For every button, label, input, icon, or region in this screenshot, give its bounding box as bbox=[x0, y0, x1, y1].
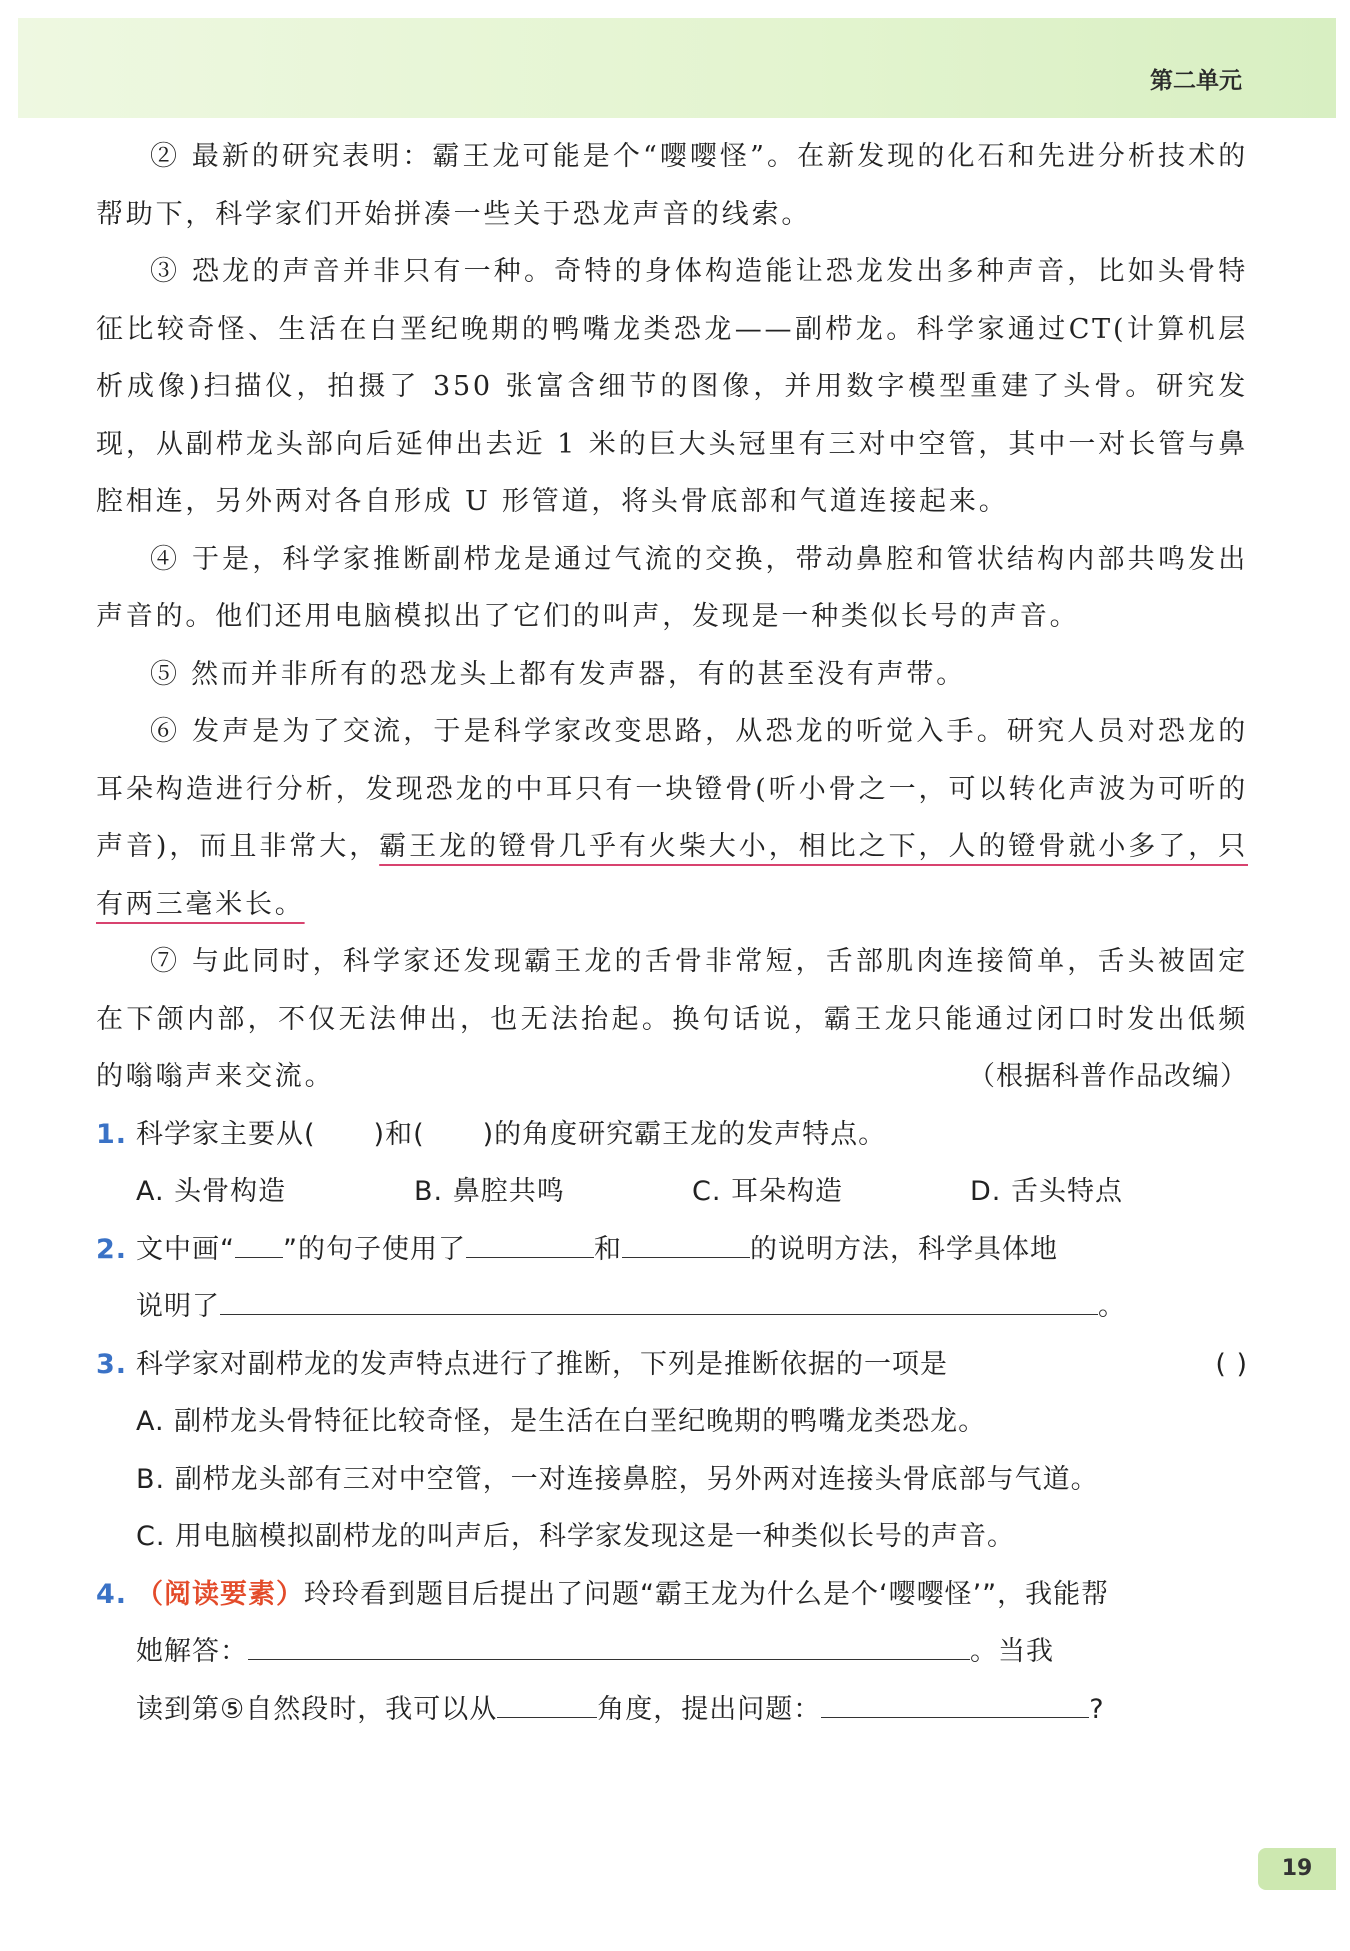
paragraph-5: ⑤ 然而并非所有的恐龙头上都有发声器，有的甚至没有声带。 bbox=[150, 658, 966, 690]
header-band bbox=[18, 18, 1336, 118]
underline-sample bbox=[235, 1231, 283, 1258]
question-1-options bbox=[96, 1163, 1248, 1221]
option-b[interactable]: B. 鼻腔共鸣 bbox=[414, 1176, 565, 1207]
question-3-option-c[interactable]: C. 用电脑模拟副栉龙的叫声后，科学家发现这是一种类似长号的声音。 bbox=[136, 1521, 1016, 1552]
option-d[interactable]: D. 舌头特点 bbox=[970, 1176, 1123, 1207]
question-1-number: 1. bbox=[96, 1118, 128, 1150]
underlined-sentence: 霸王龙的镫骨几乎有火柴大小，相比之下，人的镫骨就小多了，只有两三毫米长。 bbox=[96, 831, 1248, 920]
answer-paren-3[interactable]: ( ) bbox=[1215, 1348, 1248, 1380]
question-4-text-d: 读到第⑤自然段时，我可以从 bbox=[136, 1693, 498, 1725]
question-4-text-f: ? bbox=[1089, 1693, 1105, 1725]
question-2 bbox=[96, 1221, 1248, 1279]
question-4-text-e: 角度，提出问题： bbox=[597, 1693, 822, 1725]
answer-blank-1[interactable] bbox=[466, 1231, 594, 1258]
question-4-text-c: 。当我 bbox=[970, 1636, 1054, 1667]
question-4 bbox=[96, 1566, 1248, 1624]
question-3-option-a[interactable]: A. 副栉龙头骨特征比较奇怪，是生活在白垩纪晚期的鸭嘴龙类恐龙。 bbox=[136, 1406, 987, 1437]
question-4-number: 4. bbox=[96, 1578, 128, 1610]
page-content bbox=[96, 128, 1248, 1738]
question-1-text-c: )的角度研究霸王龙的发声特点。 bbox=[482, 1118, 887, 1150]
question-4-line-3 bbox=[96, 1681, 1248, 1739]
question-2-text-b: ”的句子使用了 bbox=[283, 1233, 466, 1265]
question-4-text-a: 玲玲看到题目后提出了问题“霸王龙为什么是个‘嘤嘤怪’”，我能帮 bbox=[304, 1578, 1110, 1610]
paragraph-6 bbox=[96, 703, 1248, 933]
reading-element-tag: （阅读要素） bbox=[136, 1578, 304, 1610]
question-2-text-c: 和 bbox=[594, 1233, 622, 1265]
unit-label: 第二单元 bbox=[1150, 68, 1242, 94]
paragraph-3: ③ 恐龙的声音并非只有一种。奇特的身体构造能让恐龙发出多种声音，比如头骨特征比较奇怪、生活在白垩纪晚期的鸭嘴龙类恐龙——副栉龙。科学家通过CT(计算机层析成像)扫描仪，拍摄了 350 张富含细节的图像，并用数字模型重建了头骨。研究发现，从副栉龙头部向后延伸出去近 1 米的巨大头冠里有三对中空管，其中一对长管与鼻腔相连，另外两对各自形成 U 形管道，将头骨底部和气道连接起来。 bbox=[96, 256, 1248, 517]
questions-section bbox=[96, 1106, 1248, 1739]
answer-blank-6[interactable] bbox=[821, 1691, 1089, 1718]
paragraph-2: ② 最新的研究表明：霸王龙可能是个“嘤嘤怪”。在新发现的化石和先进分析技术的帮助下，科学家们开始拼凑一些关于恐龙声音的线索。 bbox=[96, 141, 1248, 230]
page-number: 19 bbox=[1258, 1848, 1336, 1890]
paragraph-7 bbox=[96, 933, 1248, 1106]
source-note: （根据科普作品改编） bbox=[968, 1061, 1248, 1092]
question-2-text-e: 说明了 bbox=[136, 1291, 220, 1322]
question-3 bbox=[96, 1336, 1248, 1394]
question-2-number: 2. bbox=[96, 1233, 128, 1265]
paragraph-4: ④ 于是，科学家推断副栉龙是通过气流的交换，带动鼻腔和管状结构内部共鸣发出声音的。他们还用电脑模拟出了它们的叫声，发现是一种类似长号的声音。 bbox=[96, 543, 1248, 632]
question-3-text: 科学家对副栉龙的发声特点进行了推断，下列是推断依据的一项是 bbox=[136, 1348, 948, 1380]
question-2-text-d: 的说明方法，科学具体地 bbox=[750, 1233, 1058, 1265]
question-2-line-2 bbox=[96, 1278, 1248, 1336]
answer-blank-4[interactable] bbox=[248, 1633, 970, 1660]
question-1-text-b: )和( bbox=[373, 1118, 425, 1150]
question-4-line-2 bbox=[96, 1623, 1248, 1681]
question-2-text-a: 文中画“ bbox=[136, 1233, 235, 1265]
option-a[interactable]: A. 头骨构造 bbox=[136, 1176, 287, 1207]
question-3-option-b[interactable]: B. 副栉龙头部有三对中空管，一对连接鼻腔，另外两对连接头骨底部与气道。 bbox=[136, 1463, 1099, 1495]
paragraph-7-text: ⑦ 与此同时，科学家还发现霸王龙的舌骨非常短，舌部肌肉连接简单，舌头被固定在下颌内部，不仅无法伸出，也无法抬起。换句话说，霸王龙只能通过闭口时发出低频的嗡嗡声来交流。 bbox=[96, 946, 1248, 1092]
answer-blank-2[interactable] bbox=[622, 1231, 750, 1258]
question-1-text-a: 科学家主要从( bbox=[136, 1118, 316, 1150]
option-c[interactable]: C. 耳朵构造 bbox=[692, 1176, 844, 1207]
question-2-text-f: 。 bbox=[1098, 1291, 1126, 1322]
paragraph-6-text: ⑥ 发声是为了交流，于是科学家改变思路，从恐龙的听觉入手。研究人员对恐龙的耳朵构造进行分析，发现恐龙的中耳只有一块镫骨(听小骨之一，可以转化声波为可听的声音)，而且非常大， bbox=[96, 716, 1248, 862]
answer-blank-5[interactable] bbox=[497, 1691, 597, 1718]
question-4-text-b: 她解答： bbox=[136, 1636, 248, 1667]
answer-blank-3[interactable] bbox=[220, 1288, 1098, 1315]
question-1 bbox=[96, 1106, 1248, 1164]
question-3-number: 3. bbox=[96, 1348, 128, 1380]
